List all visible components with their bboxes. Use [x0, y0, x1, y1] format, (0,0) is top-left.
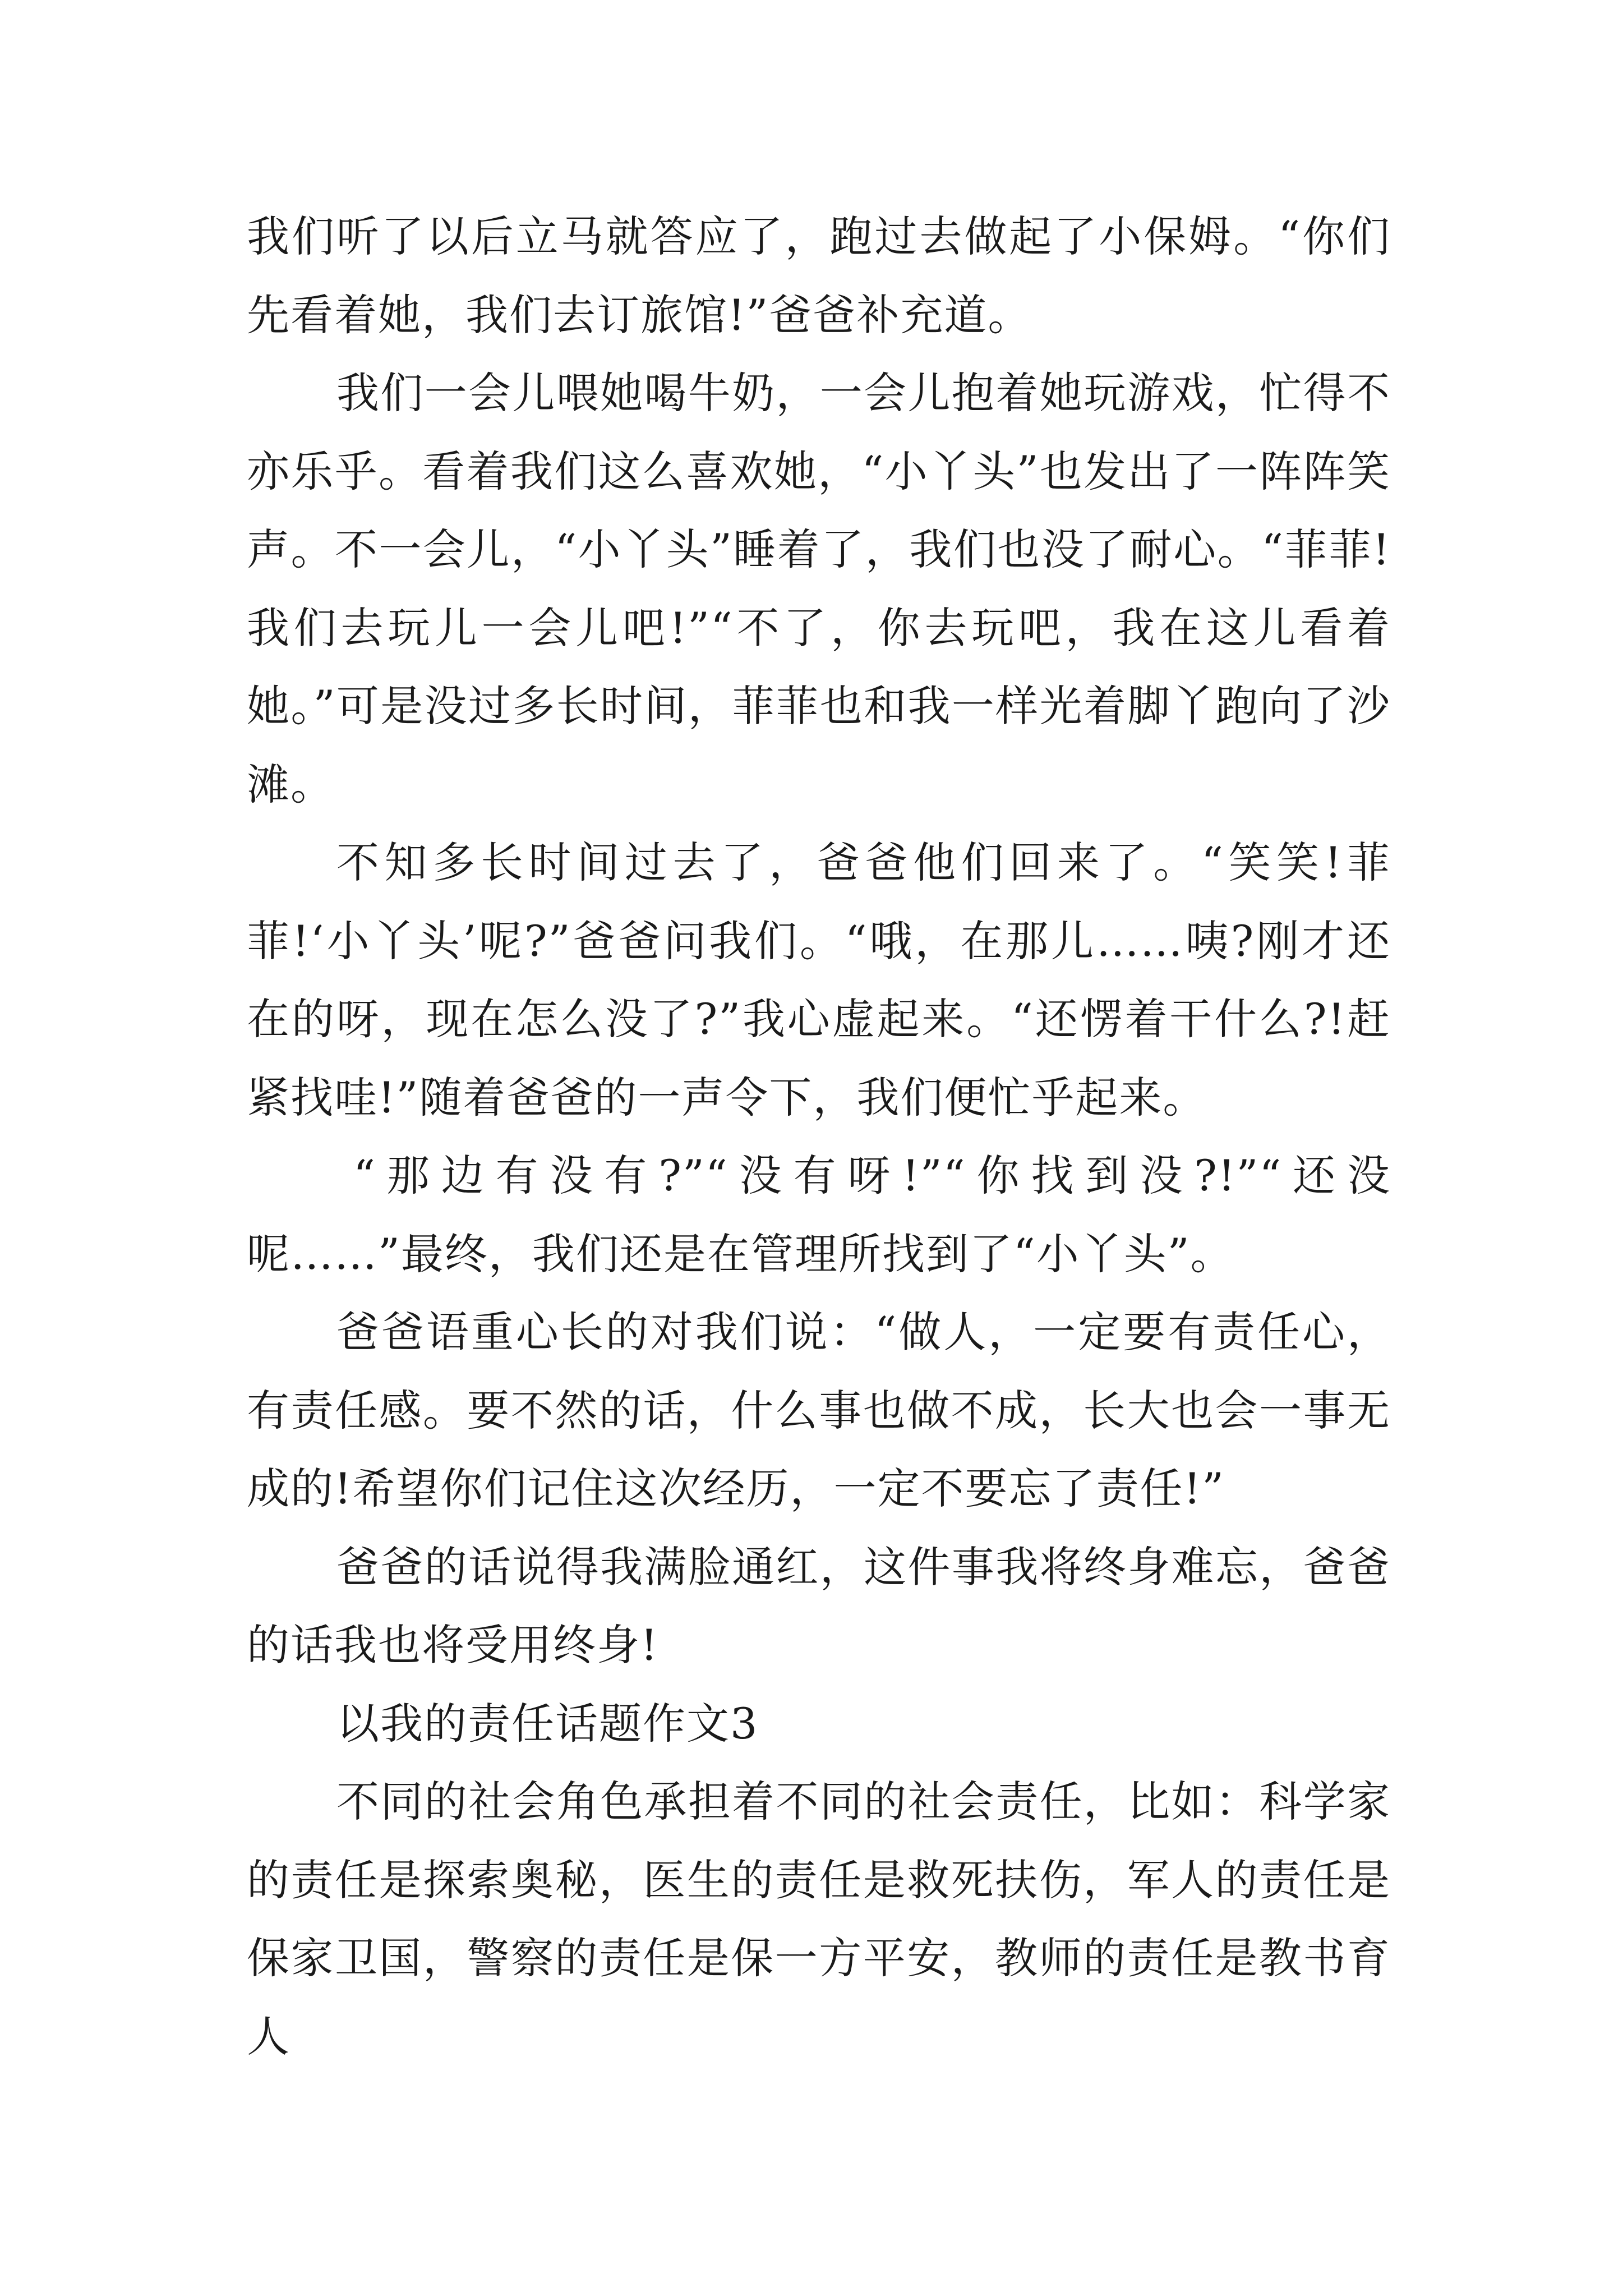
document-body — [247, 197, 1391, 2076]
paragraph-4: “那边有没有?”“没有呀!”“你找到没?!”“还没呢……”最终，我们还是在管理所找到了“小丫头”。 — [247, 1151, 1391, 1279]
paragraph-6: 爸爸的话说得我满脸通红，这件事我将终身难忘，爸爸的话我也将受用终身! — [247, 1542, 1391, 1670]
paragraph-3: 不知多长时间过去了，爸爸他们回来了。“笑笑!菲菲!‘小丫头’呢?”爸爸问我们。“哦，在那儿……咦?刚才还在的呀，现在怎么没了?”我心虚起来。“还愣着干什么?!赶紧找哇!”随着爸爸的一声令下，我们便忙乎起来。 — [247, 838, 1391, 1122]
paragraph-1: 我们听了以后立马就答应了，跑过去做起了小保姆。“你们先看着她，我们去订旅馆!”爸爸补充道。 — [247, 211, 1391, 340]
paragraph-5: 爸爸语重心长的对我们说：“做人，一定要有责任心，有责任感。要不然的话，什么事也做不成，长大也会一事无成的!希望你们记住这次经历，一定不要忘了责任!” — [247, 1307, 1391, 1513]
paragraph-7: 不同的社会角色承担着不同的社会责任，比如：科学家的责任是探索奥秘，医生的责任是救死扶伤，军人的责任是保家卫国，警察的责任是保一方平安，教师的责任是教书育人 — [247, 1777, 1391, 2062]
section-heading: 以我的责任话题作文3 — [336, 1698, 759, 1749]
paragraph-2: 我们一会儿喂她喝牛奶，一会儿抱着她玩游戏，忙得不亦乐乎。看着我们这么喜欢她，“小丫头”也发出了一阵阵笑声。不一会儿，“小丫头”睡着了，我们也没了耐心。“菲菲!我们去玩儿一会儿吧!”“不了，你去玩吧，我在这儿看着她。”可是没过多长时间，菲菲也和我一样光着脚丫跑向了沙滩。 — [247, 368, 1391, 809]
